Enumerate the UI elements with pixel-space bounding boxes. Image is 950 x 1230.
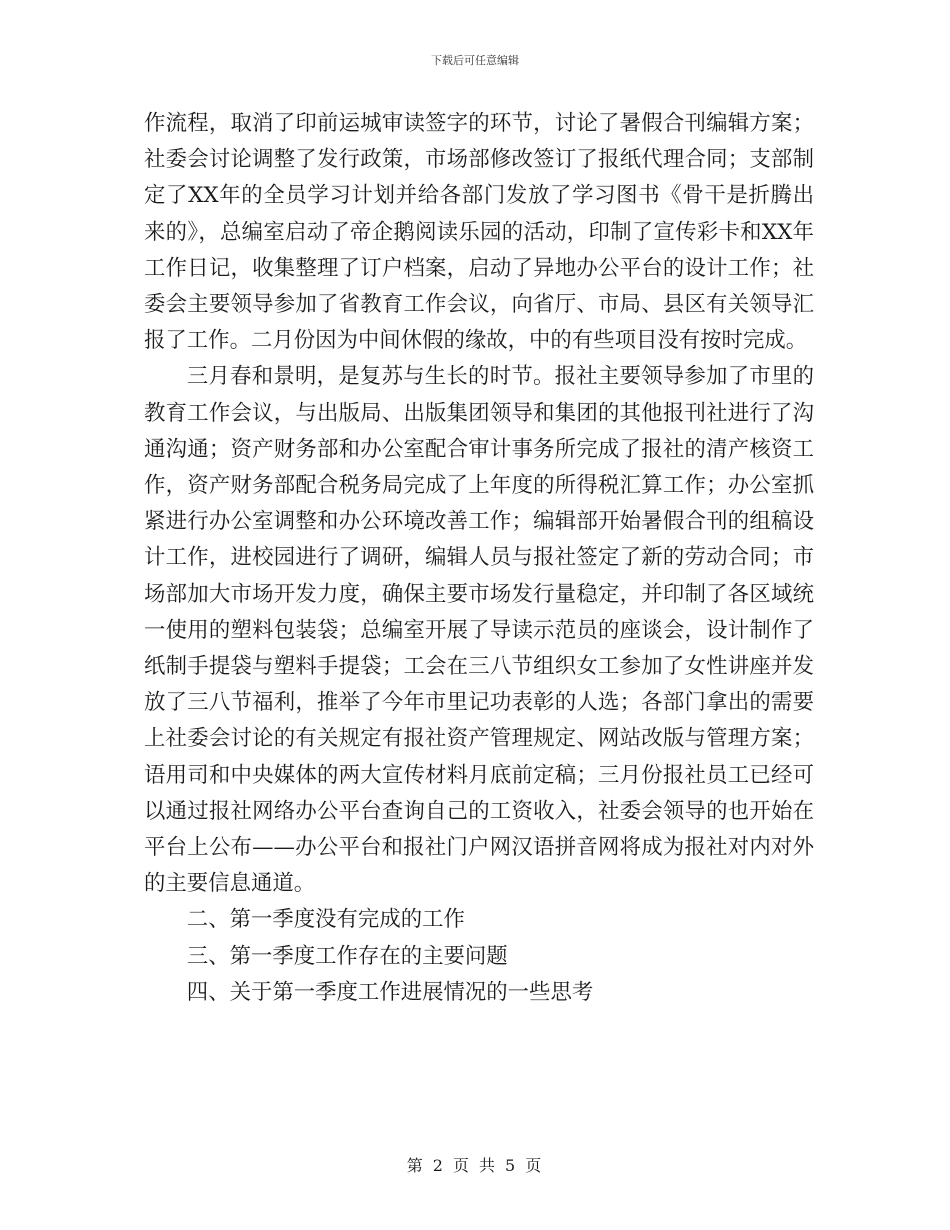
section-heading-3: 三、第一季度工作存在的主要问题 [186,943,508,969]
footer-label-ye: 页 [452,1156,471,1175]
paragraph-continuation: 作流程，取消了印前运城审读签字的环节，讨论了暑假合刊编辑方案；社委会讨论调整了发行政策，市场部修改签订了报纸代理合同；支部制定了XX年的全员学习计划并给各部门发放了学习图书《骨干是折腾出来的》，总编室启动了帝企鹅阅读乐园的活动，印制了宣传彩卡和XX年工作日记，收集整理了订户档案，启动了异地办公平台的设计工作；社委会主要领导参加了省教育工作会议，向省厅、市局、县区有关领导汇报了工作。二月份因为中间休假的缘故，中的有些项目没有按时完成。 [144,111,814,354]
page-header: 下载后可任意编辑 [431,54,519,67]
footer-current-page: 2 [432,1156,445,1175]
footer-label-gong: 共 [479,1156,498,1175]
page-number-footer [0,1153,950,1176]
footer-label-di: 第 [406,1156,425,1175]
section-heading-4: 四、关于第一季度工作进展情况的一些思考 [186,979,594,1005]
document-body [144,106,814,1011]
footer-label-ye-2: 页 [525,1156,544,1175]
section-heading-2: 二、第一季度没有完成的工作 [186,907,465,933]
footer-total-pages: 5 [505,1156,518,1175]
paragraph-march: 三月春和景明，是复苏与生长的时节。报社主要领导参加了市里的教育工作会议，与出版局、出版集团领导和集团的其他报刊社进行了沟通沟通；资产财务部和办公室配合审计事务所完成了报社的清产核资工作，资产财务部配合税务局完成了上年度的所得税汇算工作；办公室抓紧进行办公室调整和办公环境改善工作；编辑部开始暑假合刊的组稿设计工作，进校园进行了调研，编辑人员与报社签定了新的劳动合同；市场部加大市场开发力度，确保主要市场发行量稳定，并印制了各区域统一使用的塑料包装袋；总编室开展了导读示范员的座谈会，设计制作了纸制手提袋与塑料手提袋；工会在三八节组织女工参加了女性讲座并发放了三八节福利，推举了今年市里记功表彰的人选；各部门拿出的需要上社委会讨论的有关规定有报社资产管理规定、网站改版与管理方案；语用司和中央媒体的两大宣传材料月底前定稿；三月份报社员工已经可以通过报社网络办公平台查询自己的工资收入，社委会领导的也开始在平台上公布——办公平台和报社门户网汉语拼音网将成为报社对内对外的主要信息通道。 [144,364,814,897]
